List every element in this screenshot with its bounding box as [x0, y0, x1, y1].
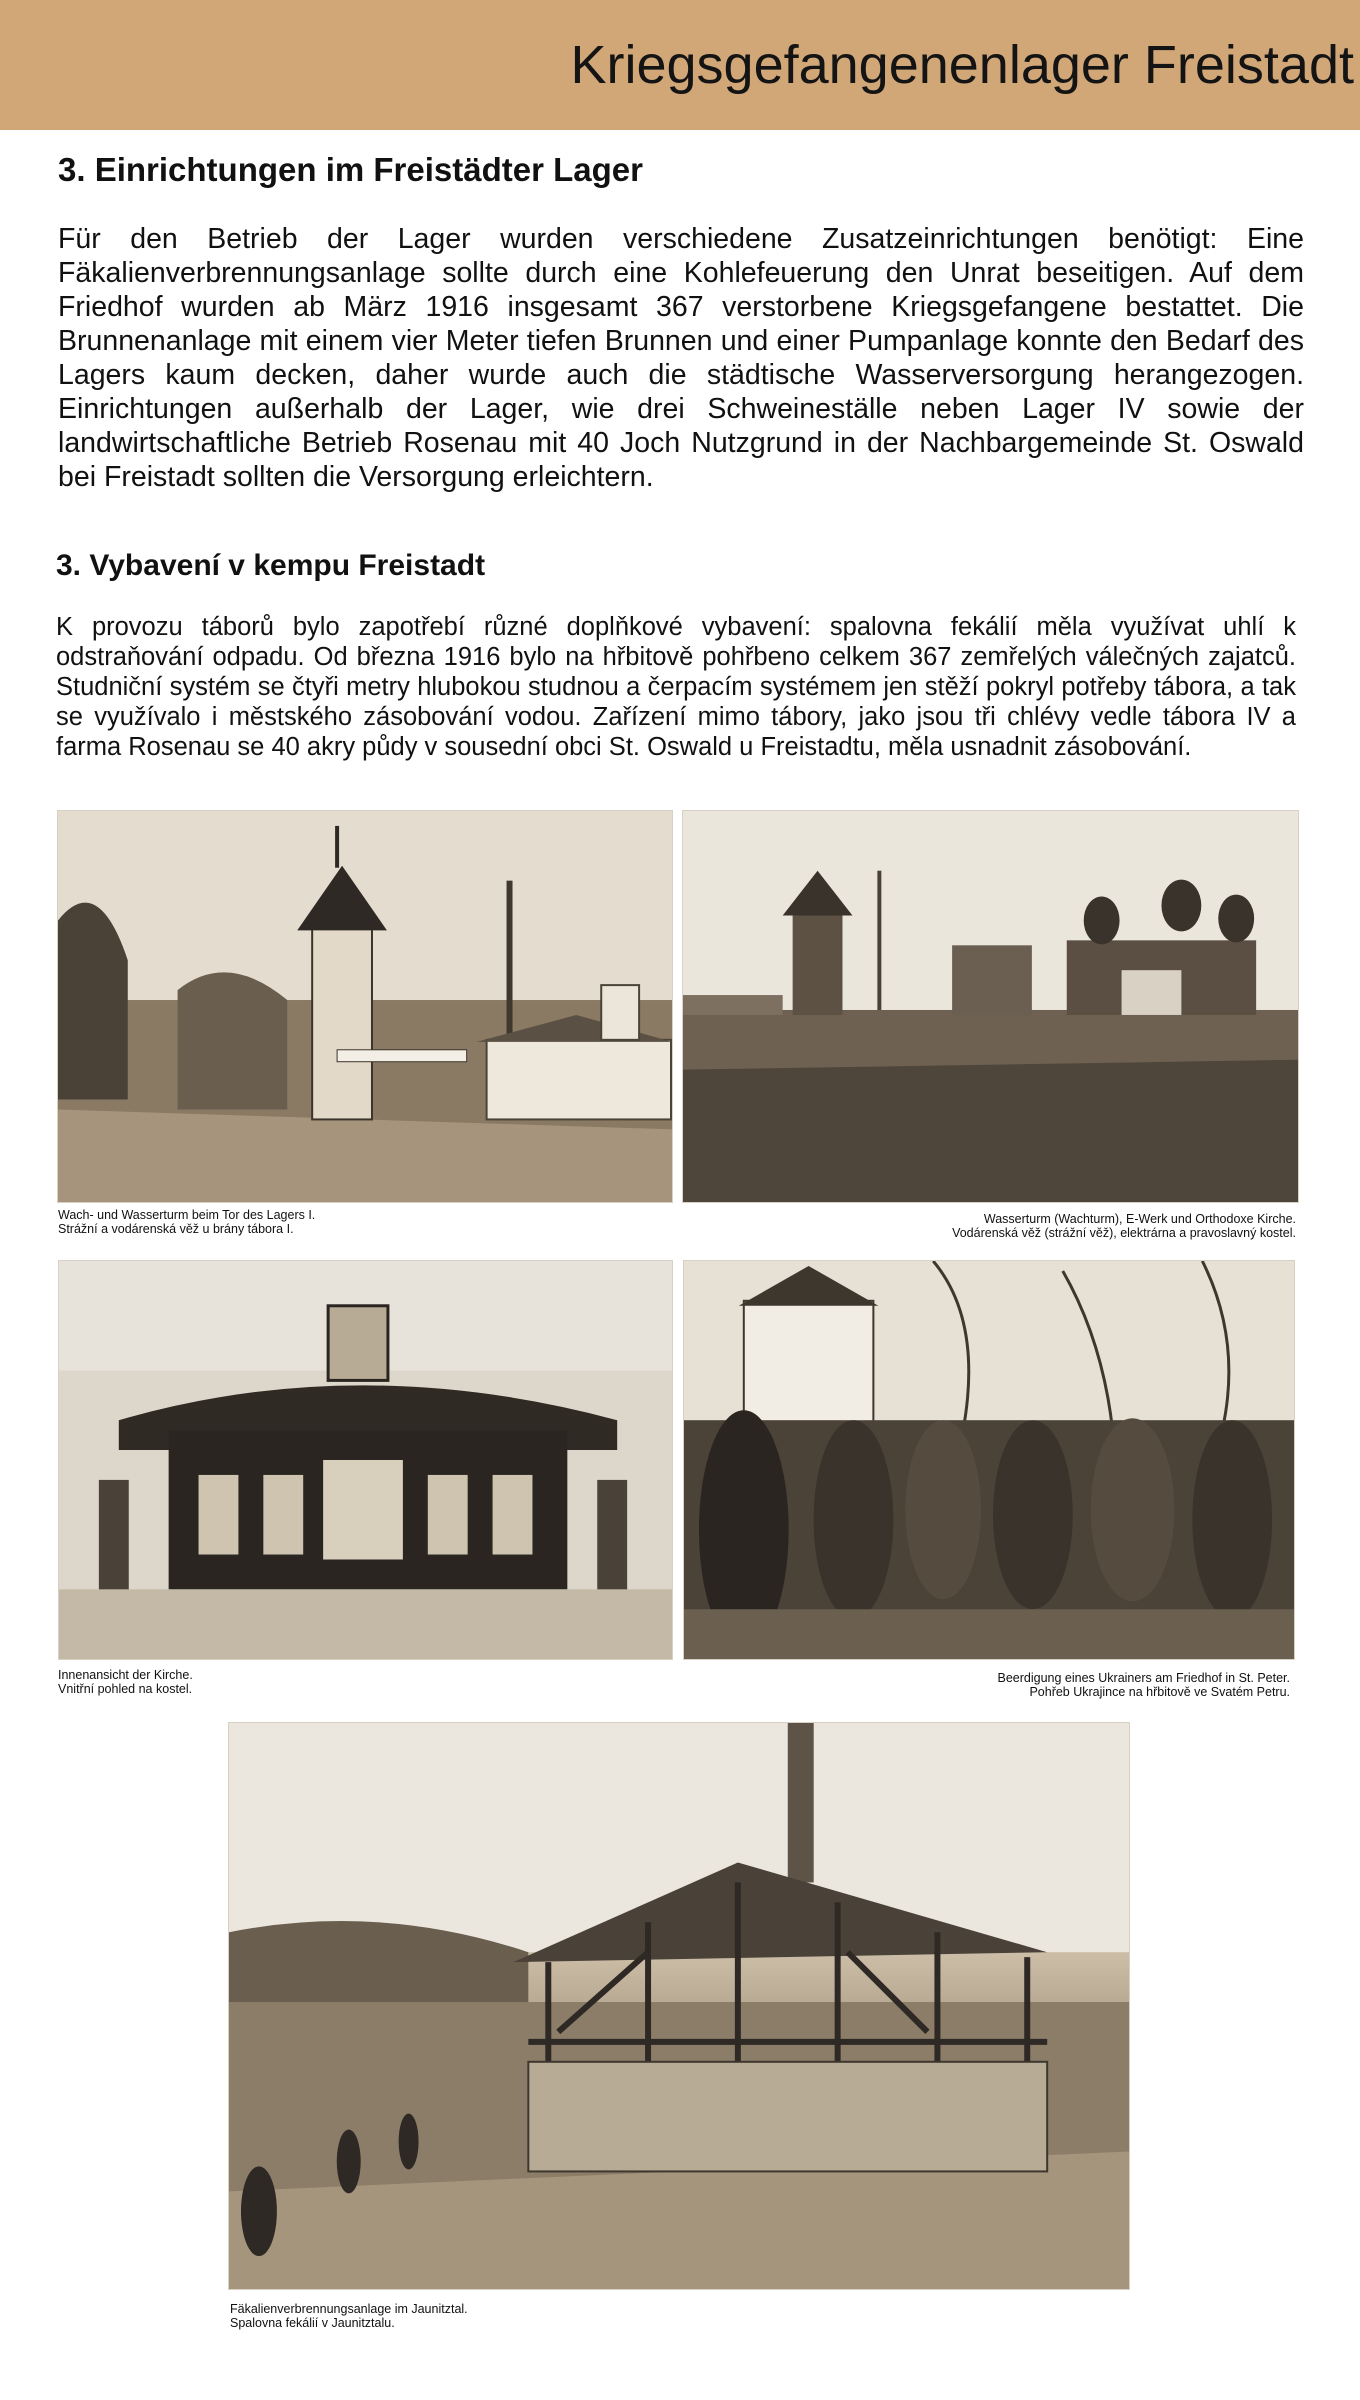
caption-de: Fäkalienverbrennungsanlage im Jaunitztal.	[230, 2302, 468, 2316]
photo-incineration-plant	[228, 1722, 1130, 2290]
caption-cz: Strážní a vodárenská věž u brány tábora I.	[58, 1222, 294, 1236]
photo-caption-3	[58, 1668, 618, 1696]
photo-caption-2	[700, 1212, 1296, 1240]
caption-cz: Vodárenská věž (strážní věž), elektrárna a pravoslavný kostel.	[952, 1226, 1296, 1240]
section-text-de: Für den Betrieb der Lager wurden verschiedene Zusatzeinrichtungen benötigt: Eine Fäkalienverbrennungsanlage sollte durch eine Kohlefeuerung den Unrat beseitigen. Auf dem Friedhof wurden ab März 1916 insgesamt 367 verstorbene Kriegsgefangene bestattet. Die Brunnenanlage mit einem vier Meter tiefen Brunnen und einer Pumpanlage konnte den Bedarf des Lagers kaum decken, daher wurde auch die städtische Wasserversorgung herangezogen. Einrichtungen außerhalb der Lager, wie drei Schweineställe neben Lager IV sowie der landwirtschaftliche Betrieb Rosenau mit 40 Joch Nutzgrund in der Nachbargemeinde St. Oswald bei Freistadt sollten die Versorgung erleichtern.	[58, 223, 1304, 493]
section-text-cz: K provozu táborů bylo zapotřebí různé doplňkové vybavení: spalovna fekálií měla využívat uhlí k odstraňování odpadu. Od března 1916 bylo na hřbitově pohřbeno celkem 367 zemřelých válečných zajatců. Studniční systém se čtyři metry hlubokou studnou a čerpacím systémem jen stěží pokryl potřeby tábora, a tak se využívalo i městského zásobování vodou. Zařízení mimo tábory, jako jsou tři chlévy vedle tábora IV a farma Rosenau se 40 akry půdy v sousední obci St. Oswald u Freistadtu, měla usnadnit zásobování.	[56, 613, 1296, 761]
caption-cz: Spalovna fekálií v Jaunitztalu.	[230, 2316, 395, 2330]
photo-church-interior	[58, 1260, 673, 1660]
header-band	[0, 0, 1360, 130]
photo-church-exterior	[682, 810, 1299, 1203]
photo-watch-tower-gate	[57, 810, 673, 1203]
caption-cz: Pohřeb Ukrajince na hřbitově ve Svatém Petru.	[1029, 1685, 1290, 1699]
caption-de: Beerdigung eines Ukrainers am Friedhof in St. Peter.	[997, 1671, 1290, 1685]
caption-de: Wasserturm (Wachturm), E-Werk und Orthodoxe Kirche.	[983, 1212, 1296, 1226]
photo-burial	[683, 1260, 1295, 1660]
photo-caption-1	[58, 1208, 618, 1236]
section-heading-de: 3. Einrichtungen im Freistädter Lager	[58, 151, 643, 188]
section-heading-cz: 3. Vybavení v kempu Freistadt	[56, 549, 486, 582]
photo-caption-4	[700, 1671, 1290, 1699]
caption-de: Wach- und Wasserturm beim Tor des Lagers I.	[58, 1208, 316, 1222]
page-title: Kriegsgefangenenlager Freistadt	[570, 35, 1354, 95]
caption-cz: Vnitřní pohled na kostel.	[58, 1682, 193, 1696]
caption-de: Innenansicht der Kirche.	[58, 1668, 193, 1682]
photo-caption-5	[230, 2302, 830, 2330]
